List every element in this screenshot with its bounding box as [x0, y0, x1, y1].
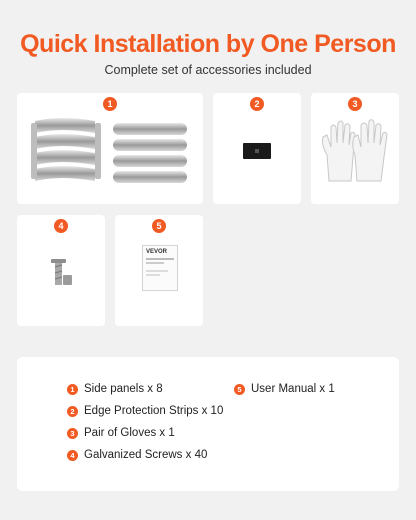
- item-label: Pair of Gloves x 1: [84, 427, 175, 439]
- card-number-badge: 1: [103, 97, 117, 111]
- gloves-image: [311, 93, 399, 204]
- item-number-badge: 1: [67, 384, 78, 395]
- card-gloves: [311, 93, 399, 204]
- card-number-badge: 2: [250, 97, 264, 111]
- page-title: Quick Installation by One Person: [20, 30, 396, 58]
- card-screws: [17, 215, 105, 326]
- edge-strips-image: [213, 93, 301, 204]
- item-number-badge: 2: [67, 406, 78, 417]
- list-item: [67, 427, 175, 439]
- item-label: User Manual x 1: [251, 383, 335, 395]
- item-number-badge: 4: [67, 450, 78, 461]
- manual-brand-text: VEVOR: [146, 249, 168, 255]
- list-item: [67, 449, 207, 461]
- card-user-manual: [115, 215, 203, 326]
- list-item: [67, 383, 163, 395]
- card-number-badge: 3: [348, 97, 362, 111]
- card-number-badge: 5: [152, 219, 166, 233]
- screw-image: [17, 215, 105, 326]
- card-side-panels: [17, 93, 203, 204]
- card-edge-strips: [213, 93, 301, 204]
- item-label: Side panels x 8: [84, 383, 163, 395]
- card-number-badge: 4: [54, 219, 68, 233]
- manual-image: [142, 245, 178, 291]
- page-subtitle: Complete set of accessories included: [104, 63, 312, 77]
- item-number-badge: 3: [67, 428, 78, 439]
- item-label: Edge Protection Strips x 10: [84, 405, 224, 417]
- item-number-badge: 5: [234, 384, 245, 395]
- list-item: [234, 383, 335, 395]
- side-panels-image: [17, 93, 203, 204]
- item-label: Galvanized Screws x 40: [84, 449, 208, 461]
- accessories-list: [17, 357, 399, 491]
- list-item: [67, 405, 223, 417]
